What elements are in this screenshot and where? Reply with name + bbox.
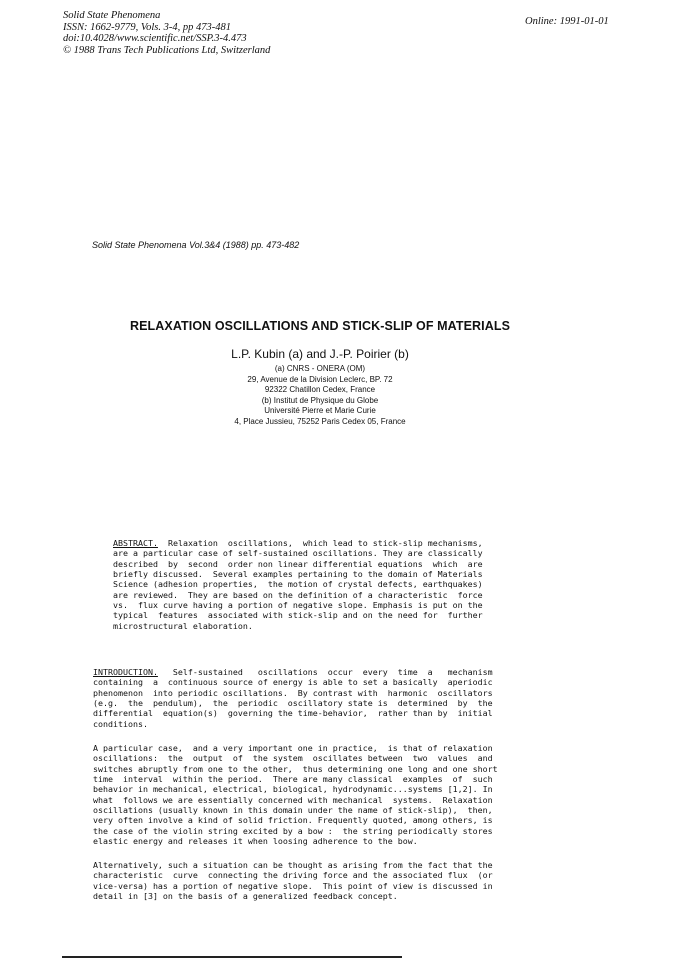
paragraph-relaxation <box>93 743 498 846</box>
abstract-first-line <box>113 538 483 548</box>
paragraph-line: time interval within the period. There are many classical examples of such <box>93 774 493 785</box>
paragraph-line: switches abruptly from one to the other, thus determining one long and one short <box>93 763 498 774</box>
journal-name: Solid State Phenomena <box>63 10 161 21</box>
paragraph-line: oscillations: the output of the system oscillates between two values and <box>93 753 493 764</box>
journal-reference: Solid State Phenomena Vol.3&4 (1988) pp. 473-482 <box>92 240 300 250</box>
affiliation-line: 4, Place Jussieu, 75252 Paris Cedex 05, France <box>234 416 406 426</box>
abstract-heading: ABSTRACT. <box>113 538 158 548</box>
paragraph-characteristic-curve <box>93 860 493 901</box>
abstract-line: described by second order non linear differential equations which are <box>113 558 483 569</box>
abstract <box>113 538 483 631</box>
paragraph-line: elastic energy and releases it when loosing adherence to the bow. <box>93 836 418 847</box>
footer-rule <box>62 956 402 958</box>
paragraph-line: behavior in mechanical, electrical, biological, hydrodynamic...systems [1,2]. In <box>93 784 493 795</box>
paper-title: RELAXATION OSCILLATIONS AND STICK-SLIP OF MATERIALS <box>129 319 511 333</box>
introduction-text: Self-sustained oscillations occur every time a mechanism <box>157 667 493 677</box>
abstract-line: vs. flux curve having a portion of negative slope. Emphasis is put on the <box>113 600 483 611</box>
doi-line: doi:10.4028/www.scientific.net/SSP.3-4.473 <box>63 33 247 45</box>
affiliation-line: Université Pierre et Marie Curie <box>264 406 376 416</box>
paragraph-line: very often involve a kind of solid friction. Frequently quoted, among others, is <box>93 815 493 826</box>
paragraph-line: Alternatively, such a situation can be thought as arising from the fact that the <box>93 860 493 870</box>
introduction <box>93 667 493 729</box>
authors: L.P. Kubin (a) and J.-P. Poirier (b) <box>231 347 409 361</box>
abstract-line: are reviewed. They are based on the definition of a characteristic force <box>113 589 483 600</box>
online-date: Online: 1991-01-01 <box>525 16 609 27</box>
affiliation-line: 92322 Chatillon Cedex, France <box>264 385 376 395</box>
introduction-first-line <box>93 667 493 677</box>
copyright-line: © 1988 Trans Tech Publications Ltd, Switzerland <box>63 44 271 56</box>
publication-header <box>63 10 270 56</box>
affiliation-line: 29, Avenue de la Division Leclerc, BP. 72 <box>247 374 393 384</box>
affiliation-line: (b) Institut de Physique du Globe <box>261 395 379 405</box>
issn-line: ISSN: 1662-9779, Vols. 3-4, pp 473-481 <box>63 21 231 33</box>
abstract-line: are a particular case of self-sustained oscillations. They are classically <box>113 548 483 559</box>
affiliation-line: (a) CNRS - ONERA (OM) <box>274 364 366 373</box>
introduction-line: containing a continuous source of energy is able to set a basically aperiodic <box>93 677 493 688</box>
paragraph-line: oscillations (usually known in this domain under the name of stick-slip), then, <box>93 805 493 816</box>
paragraph-line: A particular case, and a very important one in practice, is that of relaxation <box>93 743 493 753</box>
introduction-line: conditions. <box>93 718 148 729</box>
paragraph-line: detail in [3] on the basis of a generalized feedback concept. <box>93 891 398 902</box>
introduction-line: (e.g. the pendulum), the periodic oscillatory state is determined by the <box>93 698 493 709</box>
introduction-line: phenomenon into periodic oscillations. By contrast with harmonic oscillators <box>93 687 493 698</box>
abstract-line: typical features associated with stick-slip and on the need for further <box>113 610 483 621</box>
paragraph-line: characteristic curve connecting the driving force and the associated flux (or <box>93 870 493 881</box>
abstract-text: Relaxation oscillations, which lead to stick-slip mechanisms, <box>157 538 483 548</box>
introduction-line: differential equation(s) governing the time-behavior, rather than by initial <box>93 708 493 719</box>
introduction-heading: INTRODUCTION. <box>93 667 158 677</box>
paragraph-line: vice-versa) has a portion of negative slope. This point of view is discussed in <box>93 880 493 891</box>
paragraph-line: the case of the violin string excited by a bow : the string periodically stores <box>93 825 493 836</box>
abstract-line: microstructural elaboration. <box>113 620 253 631</box>
abstract-line: Science (adhesion properties, the motion of crystal defects, earthquakes) <box>113 579 483 590</box>
paragraph-line: what follows we are essentially concerned with mechanical systems. Relaxation <box>93 794 493 805</box>
abstract-line: briefly discussed. Several examples pertaining to the domain of Materials <box>113 569 483 580</box>
affiliations <box>0 364 640 428</box>
